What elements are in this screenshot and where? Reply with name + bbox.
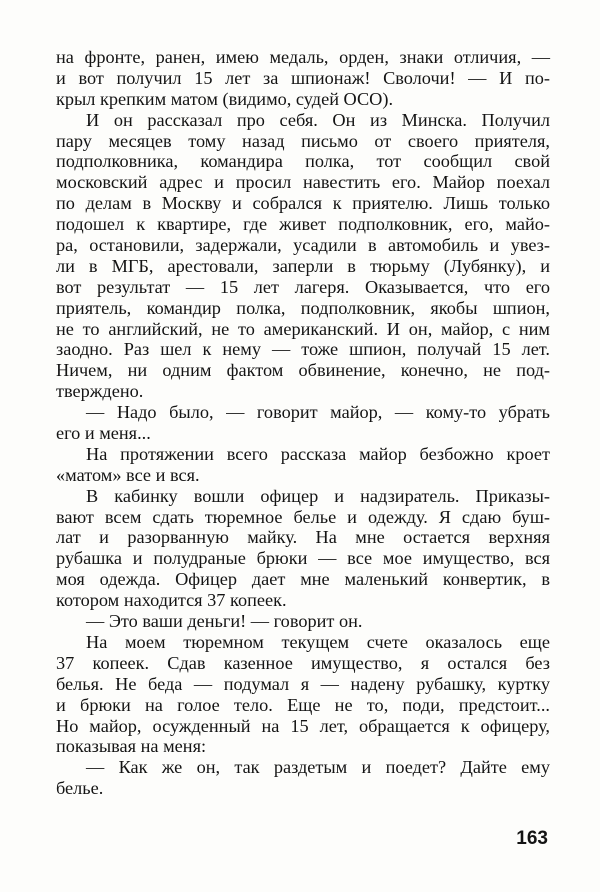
text-line: «матом» все и вся.: [56, 464, 200, 485]
text-line: по делам в Москву и собрался к приятелю. Лишь только: [56, 193, 550, 214]
text-line: — Надо было, — говорит майор, — кому-то убрать: [86, 402, 550, 423]
text-line: крыл крепким матом (видимо, судей ОСО).: [56, 88, 394, 109]
text-line: — Это ваши деньги! — говорит он.: [86, 611, 363, 632]
text-line: моя одежда. Офицер дает мне маленький конвертик, в: [56, 569, 550, 590]
text-line: показывая на меня:: [56, 736, 207, 757]
text-line: рубашка и полудраные брюки — все мое имущество, вся: [56, 548, 550, 569]
text-line: белья. Не беда — подумал я — надену рубашку, куртку: [56, 673, 550, 694]
page-number: 163: [516, 828, 548, 849]
text-line: и брюки на голое тело. Еще не то, поди, предстоит...: [56, 694, 550, 715]
text-line: 37 копеек. Сдав казенное имущество, я остался без: [56, 652, 550, 673]
text-line: приятель, командир полка, подполковник, якобы шпион,: [56, 297, 550, 318]
text-line: вают всем сдать тюремное белье и одежду. Я сдаю буш-: [56, 506, 550, 527]
text-line: не то английский, не то американский. И он, майор, с ним: [56, 318, 550, 339]
text-line: И он рассказал про себя. Он из Минска. Получил: [86, 109, 550, 130]
text-line: пару месяцев тому назад письмо от своего приятеля,: [56, 130, 550, 151]
text-line: подполковника, командира полка, тот сообщил свой: [56, 151, 550, 172]
text-line: и вот получил 15 лет за шпионаж! Сволочи! — И по-: [56, 67, 550, 88]
text-line: подошел к квартире, где живет подполковник, его, майо-: [56, 214, 550, 235]
text-line: — Как же он, так раздетым и поедет? Дайте ему: [86, 757, 550, 778]
text-line: вот результат — 15 лет лагеря. Оказывается, что его: [56, 276, 550, 297]
text-line: на фронте, ранен, имею медаль, орден, знаки отличия, —: [56, 47, 550, 67]
text-line: На моем тюремном текущем счете оказалось еще: [86, 631, 550, 652]
text-line: ли в МГБ, арестовали, заперли в тюрьму (Лубянку), и: [56, 255, 550, 276]
text-line: ра, остановили, задержали, усадили в автомобиль и увез-: [56, 235, 550, 256]
text-line: белье.: [56, 778, 104, 799]
text-line: Ничем, ни одним фактом обвинение, конечно, не под-: [56, 360, 550, 381]
text-line: котором находится 37 копеек.: [56, 590, 287, 611]
text-line: его и меня...: [56, 423, 151, 444]
text-line: лат и разорванную майку. На мне остается верхняя: [56, 527, 550, 548]
text-line: тверждено.: [56, 381, 144, 402]
text-line: Но майор, осужденный на 15 лет, обращается к офицеру,: [56, 715, 550, 736]
text-line: На протяжении всего рассказа майор безбожно кроет: [86, 443, 550, 464]
text-line: В кабинку вошли офицер и надзиратель. Приказы-: [86, 485, 550, 506]
text-line: заодно. Раз шел к нему — тоже шпион, получай 15 лет.: [56, 339, 550, 360]
body-text: [56, 47, 550, 799]
text-line: московский адрес и просил навестить его. Майор поехал: [56, 172, 550, 193]
